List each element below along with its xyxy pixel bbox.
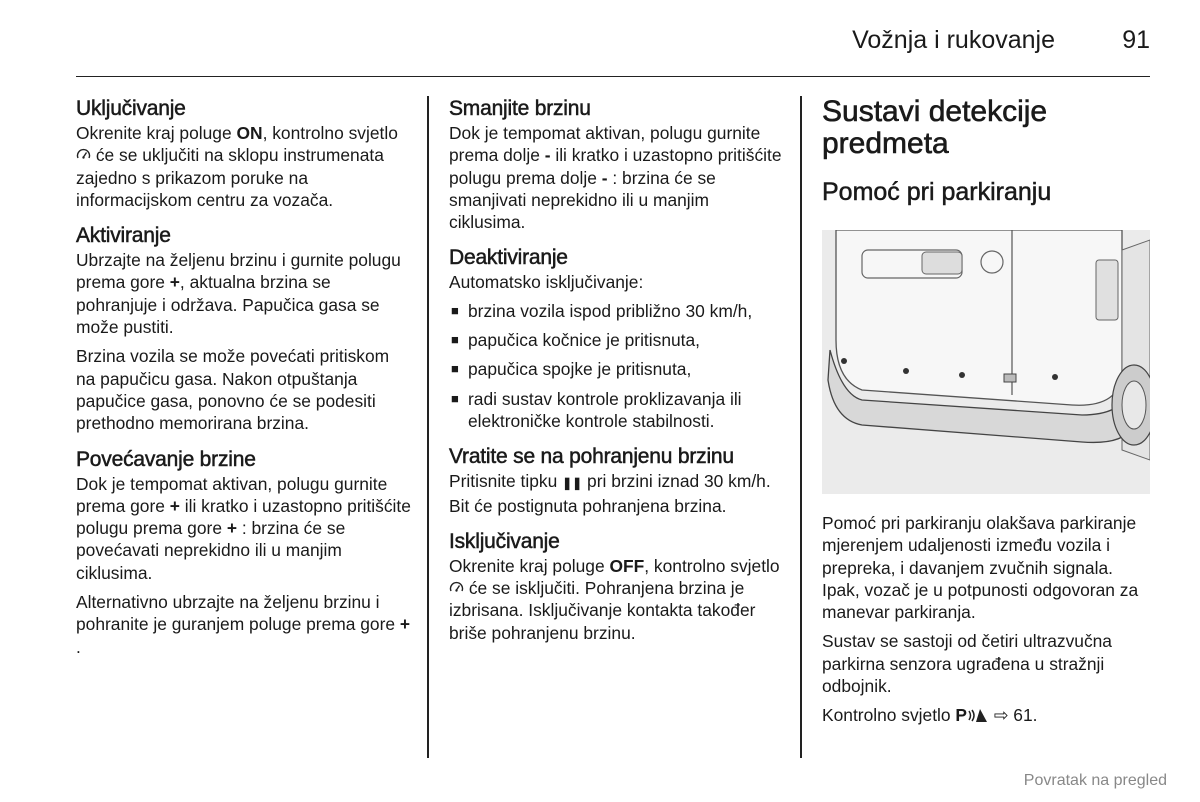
bullet-icon: ■ (451, 302, 459, 318)
section-heading: Isključivanje (449, 529, 560, 553)
section-heading: Vratite se na pohranjenu brzinu (449, 445, 734, 469)
paragraph: Dok je tempomat aktivan, polugu gurnite prema gore + ili kratko i uzastopno pritišćite polugu prema gore + : brzina će se povećavati neprekidno ili u manjim ciklusima. (76, 473, 411, 583)
section-deaktiviranje (449, 245, 784, 432)
section-iskljucivanje (449, 529, 784, 644)
paragraph: Sustav se sastoji od četiri ultrazvučna parkirna senzora ugrađena u stražnji odbojnik. (822, 631, 1112, 697)
section-heading: Povećavanje brzine (76, 447, 256, 471)
list-item: ■ papučica kočnice je pritisnuta, (451, 330, 701, 351)
sound-wave-icon (967, 708, 989, 723)
section-heading: Smanjite brzinu (449, 97, 591, 120)
column-divider (800, 96, 802, 758)
cruise-control-icon (449, 581, 464, 595)
page-header (76, 22, 1150, 77)
section-vratite-se (449, 444, 784, 517)
paragraph: Ubrzajte na željenu brzinu i gurnite polugu prema gore +, aktualna brzina se pohranjuje i održava. Papučica gasa se može pustiti. (76, 250, 401, 338)
deactivation-list (449, 300, 784, 432)
page-reference-arrow-icon: ⇨ (993, 705, 1009, 726)
section-heading: Aktiviranje (76, 224, 171, 248)
column-1 (76, 96, 411, 670)
cruise-control-icon (76, 148, 91, 162)
paragraph: Automatsko isključivanje: (449, 272, 644, 293)
section-povecavanje-brzine (76, 447, 411, 658)
resume-button-icon: ❚❚ (562, 476, 583, 491)
parking-assist-icon: P (955, 705, 968, 726)
section-aktiviranje (76, 223, 411, 434)
column-divider (427, 96, 429, 758)
bullet-icon: ■ (451, 390, 459, 406)
paragraph: Pritisnite tipku ❚❚ pri brzini iznad 30 km/h. Bit će postignuta pohranjena brzina. (449, 471, 771, 516)
rear-bumper-illustration (822, 230, 1150, 494)
van-rear-drawing (822, 230, 1150, 494)
section-heading: Deaktiviranje (449, 246, 568, 270)
paragraph: Pomoć pri parkiranju olakšava parkiranje mjerenjem udaljenosti između vozila i prepreka, i davanjem zvučnih signala. Ipak, vozač je u potpunosti odgovoran za manevar parkiranja. (822, 513, 1139, 623)
paragraph: Dok je tempomat aktivan, polugu gurnite prema dolje - ili kratko i uzastopno pritišćite polugu prema dolje - : brzina će se smanjivati neprekidno ili u manjim ciklusima. (449, 123, 782, 233)
paragraph: Okrenite kraj poluge OFF, kontrolno svjetlo će se isključiti. Pohranjena brzina je izbrisana. Isključivanje kontakta također briše pohranjenu brzinu. (449, 555, 780, 643)
page-number: 91 (1122, 26, 1150, 54)
bullet-icon: ■ (451, 361, 459, 377)
paragraph: Kontrolno svjetlo P ⇨ 61. (822, 705, 1038, 726)
bullet-icon: ■ (451, 332, 459, 348)
section-ukljucivanje (76, 96, 411, 211)
back-to-overview-link[interactable]: Povratak na pregled (1023, 772, 1167, 789)
column-3 (822, 96, 1152, 734)
list-item: ■ papučica spojke je pritisnuta, (451, 359, 692, 380)
paragraph: Okrenite kraj poluge ON, kontrolno svjetlo će se uključiti na sklopu instrumenata zajedno s prikazom poruke na informacijskom centru za vozača. (76, 123, 398, 210)
chapter-heading: Sustavi detekcije predmeta (822, 95, 1048, 160)
section-heading: Uključivanje (76, 97, 186, 120)
column-2 (449, 96, 784, 656)
section-heading: Pomoć pri parkiranju (822, 178, 1052, 206)
list-item: ■ brzina vozila ispod približno 30 km/h, (451, 300, 753, 321)
list-item: ■ radi sustav kontrole proklizavanja ili elektroničke kontrole stabilnosti. (451, 388, 742, 431)
section-smanjite-brzinu (449, 96, 784, 233)
chapter-title: Vožnja i rukovanje (852, 26, 1055, 54)
paragraph: Brzina vozila se može povećati pritiskom na papučicu gasa. Nakon otpuštanja papučice gasa, ponovno će se podesiti prethodno memorirana brzina. (76, 346, 390, 434)
paragraph: Alternativno ubrzajte na željenu brzinu i pohranite je guranjem poluge prema gore + . (76, 592, 411, 657)
